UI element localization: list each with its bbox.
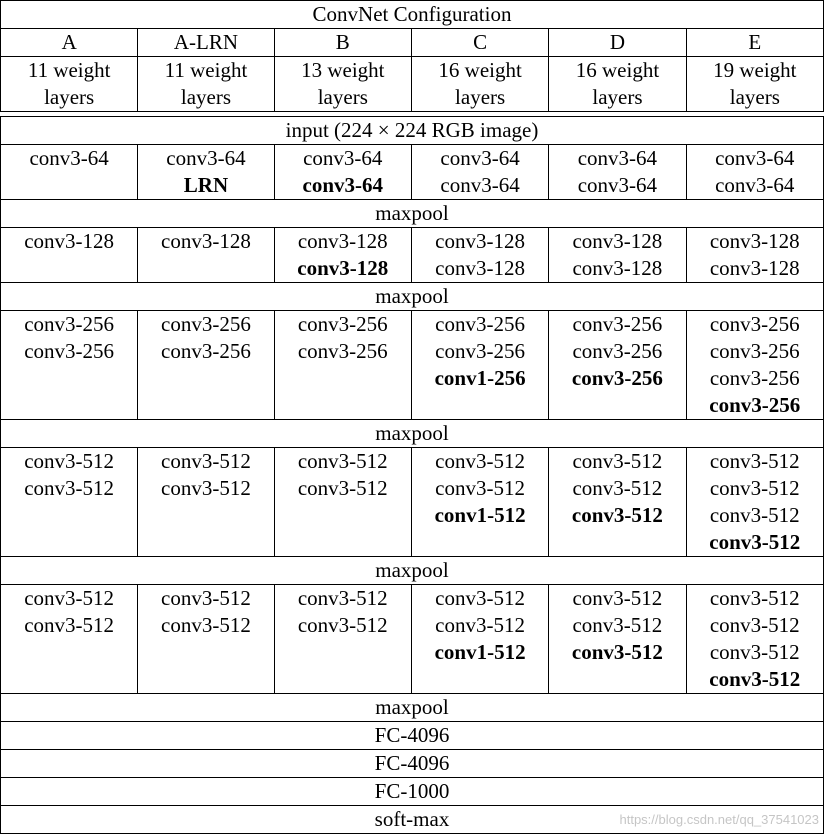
layer-cell bbox=[1, 585, 138, 694]
layer-label: conv3-64 bbox=[577, 173, 658, 197]
config-layers-table bbox=[0, 116, 824, 834]
column-weights-3 bbox=[411, 57, 548, 112]
layer-label: conv3-512 bbox=[24, 613, 115, 637]
layer-label: conv3-512 bbox=[572, 613, 663, 637]
layer-label: conv3-512 bbox=[297, 449, 388, 473]
layer-cell bbox=[1, 448, 138, 557]
maxpool-row: maxpool bbox=[1, 283, 824, 311]
layer-cell bbox=[274, 145, 411, 200]
layer-label: conv3-256 bbox=[297, 312, 388, 336]
layer-label: conv3-512 bbox=[709, 530, 801, 554]
layer-cell bbox=[549, 585, 686, 694]
layer-label: conv3-512 bbox=[572, 449, 663, 473]
layer-label: conv3-512 bbox=[161, 586, 251, 610]
layer-cell bbox=[138, 228, 274, 283]
layer-label: conv3-512 bbox=[24, 476, 115, 500]
layer-cell bbox=[411, 228, 548, 283]
layer-cell bbox=[138, 585, 274, 694]
layer-label: conv3-64 bbox=[440, 146, 520, 170]
column-weights-0 bbox=[1, 57, 138, 112]
layer-cell bbox=[1, 228, 138, 283]
layer-label: conv1-512 bbox=[434, 503, 526, 527]
weights-count: 19 weight bbox=[713, 58, 797, 82]
layer-label: conv1-512 bbox=[434, 640, 526, 664]
layer-label: conv3-512 bbox=[297, 613, 388, 637]
weights-unit: layers bbox=[592, 85, 643, 109]
column-header-0: A bbox=[1, 29, 138, 57]
layer-cell bbox=[1, 311, 138, 420]
layer-label: conv3-256 bbox=[571, 366, 663, 390]
layer-label: conv3-256 bbox=[709, 312, 800, 336]
weights-unit: layers bbox=[729, 85, 780, 109]
layer-label: conv3-256 bbox=[572, 339, 663, 363]
layer-label: conv3-256 bbox=[709, 339, 800, 363]
tail-row-0: FC-4096 bbox=[1, 722, 824, 750]
layer-label: conv3-256 bbox=[709, 393, 801, 417]
layer-cell bbox=[274, 311, 411, 420]
input-row: input (224 × 224 RGB image) bbox=[1, 117, 824, 145]
layer-cell bbox=[411, 448, 548, 557]
layer-label: conv1-256 bbox=[434, 366, 526, 390]
layer-label: conv3-512 bbox=[571, 640, 663, 664]
layer-cell bbox=[1, 145, 138, 200]
column-weights-5 bbox=[686, 57, 823, 112]
layer-label: conv3-256 bbox=[161, 339, 251, 363]
layer-label: conv3-512 bbox=[709, 613, 800, 637]
weights-count: 16 weight bbox=[575, 58, 660, 82]
layer-cell bbox=[274, 585, 411, 694]
layer-label: conv3-64 bbox=[440, 173, 520, 197]
layer-label: conv3-256 bbox=[709, 366, 800, 390]
tail-row-3: soft-max bbox=[1, 806, 824, 834]
layer-label: conv3-64 bbox=[577, 146, 658, 170]
layer-cell bbox=[686, 448, 823, 557]
layer-cell bbox=[686, 145, 823, 200]
weights-unit: layers bbox=[317, 85, 368, 109]
column-header-4: D bbox=[549, 29, 686, 57]
layer-label: conv3-512 bbox=[435, 613, 525, 637]
layer-block-1 bbox=[1, 228, 824, 283]
weights-count: 11 weight bbox=[27, 58, 111, 82]
layer-label: conv3-64 bbox=[29, 146, 109, 170]
layer-label: conv3-128 bbox=[297, 256, 389, 280]
layer-cell bbox=[138, 311, 274, 420]
layer-label: conv3-128 bbox=[161, 229, 251, 253]
column-weights-1 bbox=[138, 57, 274, 112]
layer-cell bbox=[411, 311, 548, 420]
layer-label: conv3-512 bbox=[709, 503, 800, 527]
layer-label: conv3-512 bbox=[572, 476, 663, 500]
layer-cell bbox=[274, 448, 411, 557]
layer-label: LRN bbox=[183, 173, 229, 197]
layer-label: conv3-512 bbox=[24, 449, 115, 473]
tail-row-2: FC-1000 bbox=[1, 778, 824, 806]
layer-label: conv3-128 bbox=[709, 229, 800, 253]
layer-label: conv3-512 bbox=[572, 586, 663, 610]
layer-label: conv3-128 bbox=[572, 256, 663, 280]
layer-label: conv3-128 bbox=[572, 229, 663, 253]
layer-label: conv3-512 bbox=[709, 476, 800, 500]
layer-label: conv3-512 bbox=[435, 449, 525, 473]
layer-label: conv3-512 bbox=[24, 586, 115, 610]
layer-block-3 bbox=[1, 448, 824, 557]
layer-label: conv3-512 bbox=[709, 640, 800, 664]
layer-cell bbox=[549, 145, 686, 200]
layer-label: conv3-256 bbox=[435, 312, 525, 336]
layer-cell bbox=[138, 145, 274, 200]
layer-label: conv3-512 bbox=[709, 586, 800, 610]
column-header-2: B bbox=[274, 29, 411, 57]
layer-cell bbox=[549, 228, 686, 283]
table-title: ConvNet Configuration bbox=[1, 1, 824, 29]
layer-block-2 bbox=[1, 311, 824, 420]
layer-label: conv3-512 bbox=[435, 586, 525, 610]
weights-count: 11 weight bbox=[164, 58, 248, 82]
layer-cell bbox=[686, 311, 823, 420]
weights-unit: layers bbox=[44, 85, 95, 109]
layer-label: conv3-512 bbox=[709, 667, 801, 691]
layer-label: conv3-128 bbox=[24, 229, 115, 253]
tail-row-1: FC-4096 bbox=[1, 750, 824, 778]
layer-label: conv3-64 bbox=[715, 146, 795, 170]
layer-label: conv3-256 bbox=[572, 312, 663, 336]
layer-block-0 bbox=[1, 145, 824, 200]
layer-label: conv3-64 bbox=[166, 146, 246, 170]
layer-cell bbox=[686, 585, 823, 694]
layer-label: conv3-512 bbox=[161, 613, 251, 637]
layer-label: conv3-256 bbox=[24, 339, 115, 363]
layer-label: conv3-128 bbox=[709, 256, 800, 280]
layer-label: conv3-512 bbox=[297, 586, 388, 610]
layer-label: conv3-128 bbox=[435, 229, 525, 253]
layer-cell bbox=[549, 448, 686, 557]
layer-label: conv3-512 bbox=[709, 449, 800, 473]
layer-label: conv3-512 bbox=[571, 503, 663, 527]
layer-label: conv3-512 bbox=[161, 476, 251, 500]
layer-label: conv3-64 bbox=[303, 146, 383, 170]
layer-label: conv3-512 bbox=[297, 476, 388, 500]
maxpool-row: maxpool bbox=[1, 420, 824, 448]
weights-unit: layers bbox=[180, 85, 232, 109]
weights-count: 13 weight bbox=[301, 58, 385, 82]
column-header-3: C bbox=[411, 29, 548, 57]
config-header-table bbox=[0, 0, 824, 112]
layer-cell bbox=[549, 311, 686, 420]
maxpool-row: maxpool bbox=[1, 694, 824, 722]
layer-label: conv3-128 bbox=[435, 256, 525, 280]
layer-block-4 bbox=[1, 585, 824, 694]
column-weights-4 bbox=[549, 57, 686, 112]
weights-unit: layers bbox=[455, 85, 506, 109]
layer-cell bbox=[411, 145, 548, 200]
layer-label: conv3-512 bbox=[161, 449, 251, 473]
layer-label: conv3-256 bbox=[435, 339, 525, 363]
layer-label: conv3-256 bbox=[161, 312, 251, 336]
layer-label: conv3-64 bbox=[715, 173, 795, 197]
layer-label: conv3-128 bbox=[297, 229, 388, 253]
watermark: https://blog.csdn.net/qq_37541023 bbox=[619, 812, 819, 827]
maxpool-row: maxpool bbox=[1, 200, 824, 228]
layer-label: conv3-64 bbox=[302, 173, 384, 197]
layer-cell bbox=[686, 228, 823, 283]
weights-count: 16 weight bbox=[438, 58, 522, 82]
layer-label: conv3-256 bbox=[297, 339, 388, 363]
column-header-5: E bbox=[686, 29, 823, 57]
layer-label: conv3-512 bbox=[435, 476, 525, 500]
column-weights-2 bbox=[274, 57, 411, 112]
maxpool-row: maxpool bbox=[1, 557, 824, 585]
layer-cell bbox=[411, 585, 548, 694]
layer-cell bbox=[274, 228, 411, 283]
layer-cell bbox=[138, 448, 274, 557]
layer-label: conv3-256 bbox=[24, 312, 115, 336]
column-header-1: A-LRN bbox=[138, 29, 274, 57]
